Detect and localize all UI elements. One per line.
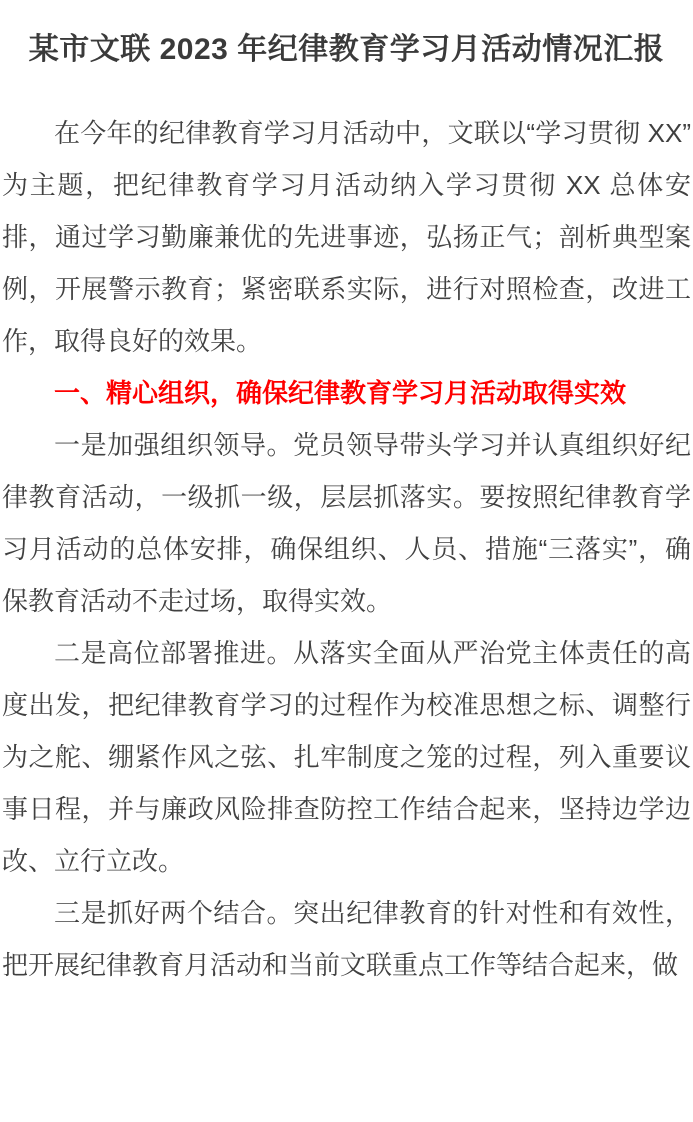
section-heading-1: 一、精心组织，确保纪律教育学习月活动取得实效	[54, 378, 627, 408]
paragraph-point-3: 三是抓好两个结合。突出纪律教育的针对性和有效性，把开展纪律教育月活动和当前文联重点工作等结合起来，做	[2, 898, 691, 980]
document-page	[0, 25, 693, 1122]
paragraph-point-2: 二是高位部署推进。从落实全面从严治党主体责任的高度出发，把纪律教育学习的过程作为校准思想之标、调整行为之舵、绷紧作风之弦、扎牢制度之笼的过程，列入重要议事日程，并与廉政风险排查防控工作结合起来，坚持边学边改、立行立改。	[2, 638, 691, 876]
paragraph-intro: 在今年的纪律教育学习月活动中，文联以“学习贯彻 XX”为主题，把纪律教育学习月活动纳入学习贯彻 XX 总体安排，通过学习勤廉兼优的先进事迹，弘扬正气；剖析典型案例，开展警示教育；紧密联系实际，进行对照检查，改进工作，取得良好的效果。	[2, 118, 691, 356]
paragraph-point-1: 一是加强组织领导。党员领导带头学习并认真组织好纪律教育活动，一级抓一级，层层抓落实。要按照纪律教育学习月活动的总体安排，确保组织、人员、措施“三落实”，确保教育活动不走过场，取得实效。	[2, 430, 691, 616]
document-title: 某市文联 2023 年纪律教育学习月活动情况汇报	[28, 33, 665, 66]
